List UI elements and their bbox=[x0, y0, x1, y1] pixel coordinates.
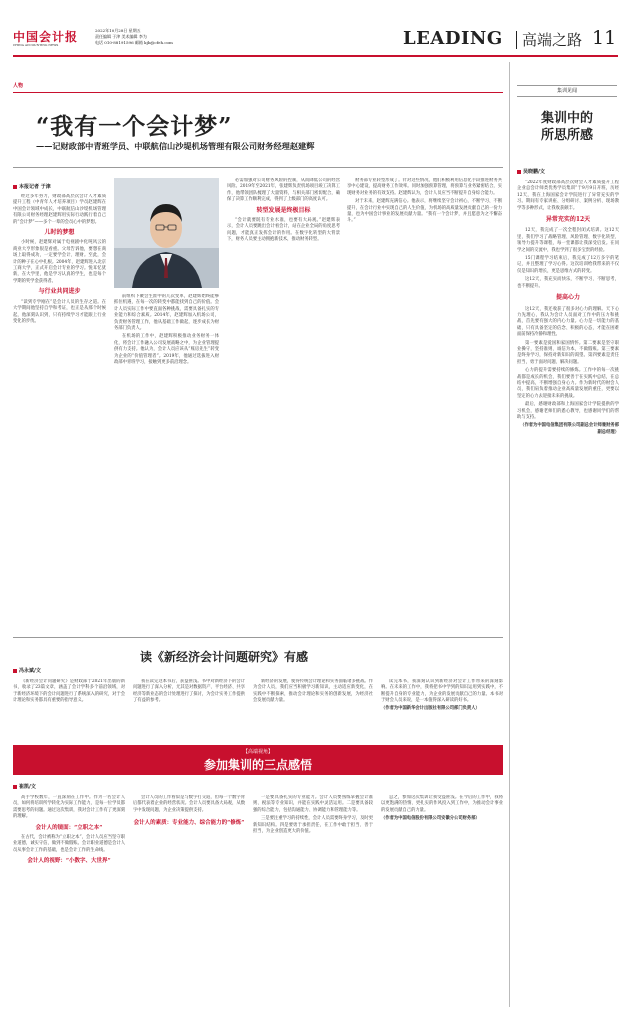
section-title-cn: 高端之路 bbox=[522, 31, 583, 49]
section-title-en: LEADING bbox=[403, 28, 503, 49]
feature-subtitle: ——记财政部中青班学员、中联航信山沙堤机场管理有限公司财务经理赵建辉 bbox=[36, 141, 315, 151]
sidebar-tag: 集训见闻 bbox=[517, 85, 617, 97]
review-col-4: 读完本书，我深刻认识到新经济对会计工作带来的深刻影响。在未来的工作中，我将把书中学到的知识运用到实践中，不断提升自身的专业能力，为企业的发展贡献自己的力量。本书对于财会人员来说，是一本值得深入研读的好书。 （作者为中国新华会计出版社有限公司部门负责人） bbox=[381, 679, 503, 711]
impressions-col-3: 一是要具备扎实的专业能力。会计人员要熟练掌握会计准则、税法等专业知识，并能在实践中灵活运用。二是要具备较强的综合能力，包括沟通能力、协调能力和管理能力等。 三是要注重学习的持续性，会计人员需要终身学习，及时更新知识结构。四是要勇于承担责任，在工作中敢于担当、善于担当，为企业创造更大的价值。 bbox=[253, 795, 373, 835]
masthead bbox=[13, 22, 618, 54]
category-rule bbox=[13, 92, 503, 93]
contact-line: 电话 010-88191596 邮箱 kjb@cfeh.com bbox=[95, 40, 173, 45]
impressions-col-4: 总之，参加这次集训让我受益匪浅。在今后的工作中，我将以更饱满的热情、更扎实的作风投入到工作中，为推动会计事业的发展贡献自己的力量。 （作者为中国电信股份有限公司安徽分公司财务部） bbox=[381, 795, 503, 822]
editor-line: 责任编辑 于津 美术编辑 李为 bbox=[95, 34, 147, 39]
sidebar-body: “2022年度财政部高层次财会人才素质提升工程企业总会计师类优秀学员集训”于9月9日开班，历经12天，我在上海国家会计学院进行了异常充实的学习。期间有专家讲座、分组研讨、案例分析、现场教学等多种形式，让我收获颇丰。 异常充实的12天 12天，我完成了一次全程封闭式培训。这12天里，我们学习了战略管理、风险管理、数字化转型、领导力提升等课程，每一堂课都让我深受启发。在同学之间的交流中，我也学到了很多宝贵的经验。 15门课程学习结束后，我完成了12万多字的笔记，并且整理了学习心得。这次培训给我带来的不仅仅是知识的增长，更是思维方式的转变。 这12天，我充实而快乐，不断学习、不断思考，也不断提升。 提高心力 这12天，我还收获了很多对心力的理解。天下心力先理心，我认为会计人员面对工作中的压力和挑战，首先要有强大的内心力量。心力是一切能力的基础，只有具备坚定的信念、积极的心态，才能在困难面前保持冷静和理性。 第一要素是爱国和家国情怀。第二要素是坚守职业操守，坚持准则、诚信为本，不做假账。第三要素是终身学习，保持对新知识的渴望。第四要素是责任担当，勇于面对问题、解决问题。 心力的提升需要持续的修炼。工作中的每一次挑战都是成长的机会，我们要善于在实践中总结，在总结中提高，不断增强自身心力。作为新时代的财会人员，我们肩负着推动企业高质量发展的重任，更要以坚定的心力去迎接未来的挑战。 最后，感谢财政部和上海国家会计学院提供的学习机会，感谢老师们的悉心教导，也感谢同学们的帮助与支持。 （作者为中国电信集团有限公司副总会计师兼财务部副总经理） bbox=[517, 180, 619, 435]
review-title: 读《新经济会计问题研究》有感 bbox=[140, 650, 309, 664]
review-col-2: 我在读完这本书后，获益匪浅。书中对新经济下的会计问题进行了深入分析，尤其是对数据资产、平台经济、共享经济等新业态的会计处理进行了探讨，为会计实务工作提供了有益的参考。 bbox=[133, 679, 245, 704]
review-col-1: 《新经济会计问题研究》是财政部于2021年出版的新书，收录了23篇文章，涵盖了会计学科多个前沿领域，对于新经济环境下的会计问题进行了系统深入的研究，对于会计理论和实务都具有重要的指导意义。 bbox=[13, 679, 125, 704]
heading-childhood-dream: 儿时的梦想 bbox=[44, 229, 75, 237]
byline-marker-icon bbox=[13, 785, 17, 789]
sidebar-title: 集训中的 所思所感 bbox=[540, 111, 593, 143]
newspaper-logo: 中国会计报 bbox=[13, 30, 79, 44]
feature-col-3: 必需加强对公司财务风险的控制，从而降低公司的经营风险。2019年至2021年，张建辉负责机场项目竣工决算工作，他带领团队梳理了大量资料，与相关部门密切配合，确保了决算工作顺利完成，得到了上级部门的高度认可。 转型发展是终极目标 “会计就要既有专业水准，也要有大局观。”赵建辉表示，会计人员要跳出会计看会计，站在企业全局的角度思考问题，才能真正发挥会计的作用。在数字化转型的大背景下，财务人员要主动拥抱新技术，推动财务转型。 bbox=[227, 178, 340, 243]
masthead-rule bbox=[13, 55, 618, 57]
portrait-illustration bbox=[114, 178, 219, 288]
heading-industry-progress: 与行业共同进步 bbox=[38, 288, 81, 296]
heading-quality: 会计人的素质：专业能力、综合能力的“修炼” bbox=[133, 820, 245, 827]
heading-foundation: 会计人的镜面：“立职之本” bbox=[35, 824, 103, 831]
heading-transformation: 转型发展是终极目标 bbox=[256, 206, 311, 214]
impressions-byline: 崔凯/文 bbox=[13, 783, 36, 790]
page-number: 11 bbox=[592, 27, 617, 49]
review-col-3: 新经济的发展，使得传统会计理论和实务面临诸多挑战。作为会计人员，我们应当积极学习新知识，主动适应新变化，在实践中不断探索，推动会计理论和实务的创新发展，为经济社会发展贡献力量。 bbox=[253, 679, 373, 704]
category-tag: 人物 bbox=[13, 83, 24, 89]
impressions-col-2: 会计人员的工作看似是与数字打交道，但每一个数字背后都代表着企业的经营状况。会计人员要具备大局观，从数字中发现问题，为企业决策提供支持。 会计人的素质：专业能力、综合能力的“修炼” bbox=[133, 795, 245, 827]
feature-col-4: 财务部专业转型形成了。针对这些情况，他们积极利用信息化手段推进财务共享中心建设，提高财务工作效率。同时加强预算管理，将预算与业务紧密结合，实现财务对业务的有效支持。赵建辉认为，会计人员应当不断提升自身综合能力。 对于未来，赵建辉充满信心。他表示，将继续坚守会计初心，不断学习、不断提升，在会计行业中实现自己的人生价值，为机场的高质量发展贡献自己的一份力量，也为中国会计事业的发展贡献力量。“我有一个会计梦，并且愿意为之不懈奋斗。” bbox=[347, 178, 502, 224]
review-top-rule bbox=[13, 637, 503, 638]
feature-divider bbox=[13, 167, 503, 168]
feature-byline: 本报记者 于津 bbox=[13, 183, 51, 190]
portrait-photo bbox=[114, 178, 219, 288]
byline-marker-icon bbox=[517, 170, 521, 174]
heading-vision: 会计人的视野：“小数字、大世界” bbox=[27, 858, 111, 865]
section-divider bbox=[516, 31, 517, 49]
heading-intensive-days: 异常充实的12天 bbox=[545, 216, 591, 224]
impressions-col-1: 高手学校数年，一直深刻在工作中。作为一名会计人员，如何将培训所学转化为实际工作能力，是每一位学员都需要思考的问题。通过这次集训，我对会计工作有了更深刻的理解。 会计人的镜面：“立职之本” 在古代，会计被称为“立职之本”，会计人员应当坚守职业道德，诚实守信，做到不做假账。会计职业道德是会计人员从事会计工作的基础，也是会计工作的生命线。 会计人的视野：“小数字、大世界” bbox=[13, 795, 125, 865]
sidebar-rule bbox=[509, 62, 510, 1007]
byline-marker-icon bbox=[13, 185, 17, 189]
feature-col-1: 经过多年努力，财政部高层次会计人才素质提升工程（中青年人才培养项目）学员赵建辉在中国会计领域中成长，中联航信山沙堤机场管理有限公司财务经理赵建辉用实际行动践行着自己的“会计梦”——多个一辈的会员心中的梦想。 儿时的梦想 小时候，赵建辉对属于电视剧中化吨风云的商业大亨形象很是看重。父母告诉他，要想在商场上取得成功，一定要学会计、理财。至此，会计的种子在心中扎根。2004年，赵建辉进入北京工商大学，正式开启会计专业的学习。悦耳忆犹新，在大学里，他是学习认真的学生，也是每个学期的奖学金获得者。 与行业共同进步 “读到专学刚在”是会计人员的生存之道。在大学期间他坚持自学和考证，也正是从那个时候起，他深刻认识到，只有持续学习才能跟上行业变化的步伐。 bbox=[13, 194, 106, 324]
feature-title: “我有一个会计梦” bbox=[36, 113, 233, 140]
byline-marker-icon bbox=[13, 669, 17, 673]
heading-mental-strength: 提高心力 bbox=[555, 294, 580, 302]
feature-col-2: 前组织下聚会生涯中的几次变革，赵建辉始终能够抓住机遇，在每一次的转变中都能找到自己的价值。会计人员实际工作中要直面各种挑战，需要具备扎实的专业能力和综合素质。2014年，赵建辉加入机场公司，负责财务管理工作，他从基础工作做起，逐步成长为财务部门负责人。 在机场的工作中，赵建辉积极推动业务财务一体化，将会计工作融入公司发展战略之中，为企业管理提供有力支持。他认为，会计人员应该从“账房先生”转变为企业的“价值管理者”。2019年，他通过选拔进入财政部中青班学习，接触到更多前沿理念。 bbox=[114, 294, 219, 366]
impressions-band bbox=[13, 745, 503, 775]
sidebar-byline: 吴晓鹏/文 bbox=[517, 168, 545, 175]
impressions-band-label: 【高端视角】 bbox=[242, 749, 273, 755]
newspaper-logo-en: CHINA ACCOUNTING NEWS bbox=[13, 43, 59, 47]
impressions-title: 参加集训的三点感悟 bbox=[203, 758, 312, 772]
issue-date: 2022年10月28日 星期五 bbox=[95, 28, 141, 33]
review-byline: 冯永斌/文 bbox=[13, 667, 41, 674]
